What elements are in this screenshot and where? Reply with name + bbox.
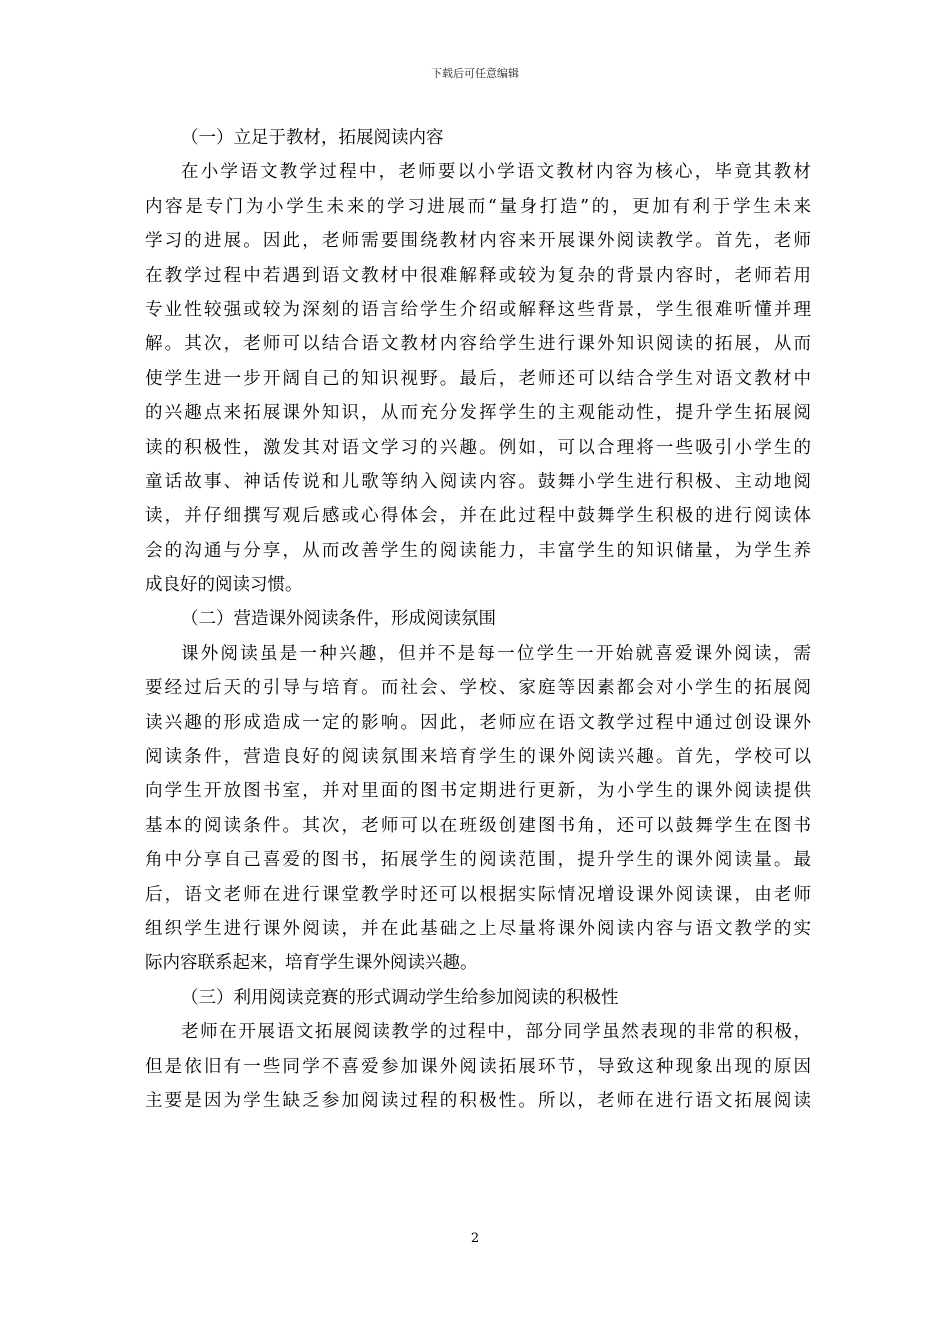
paragraph-line: 读的积极性，激发其对语文学习的兴趣。例如，可以合理将一些吸引小学生的 bbox=[145, 437, 811, 458]
paragraph-line: 读兴趣的形成造成一定的影响。因此，老师应在语文教学过程中通过创设课外 bbox=[145, 712, 811, 733]
paragraph-line: 会的沟通与分享，从而改善学生的阅读能力，丰富学生的知识储量，为学生养 bbox=[145, 540, 811, 561]
paragraph-line: 课外阅读虽是一种兴趣，但并不是每一位学生一开始就喜爱课外阅读，需 bbox=[181, 643, 811, 664]
paragraph-line: 老师在开展语文拓展阅读教学的过程中，部分同学虽然表现的非常的积极， bbox=[181, 1022, 811, 1043]
paragraph-line: 主要是因为学生缺乏参加阅读过程的积极性。所以，老师在进行语文拓展阅读 bbox=[145, 1090, 811, 1111]
paragraph-line: 在小学语文教学过程中，老师要以小学语文教材内容为核心，毕竟其教材 bbox=[181, 162, 811, 183]
paragraph-line: 组织学生进行课外阅读，并在此基础之上尽量将课外阅读内容与语文教学的实 bbox=[145, 918, 811, 939]
paragraph-line: 解。其次，老师可以结合语文教材内容给学生进行课外知识阅读的拓展，从而 bbox=[145, 334, 811, 355]
paragraph-line: 内容是专门为小学生未来的学习进展而“量身打造”的，更加有利于学生未来 bbox=[145, 196, 811, 217]
paragraph-line: 阅读条件，营造良好的阅读氛围来培育学生的课外阅读兴趣。首先，学校可以 bbox=[145, 747, 811, 768]
paragraph-line: 后，语文老师在进行课堂教学时还可以根据实际情况增设课外阅读课，由老师 bbox=[145, 884, 811, 905]
page-header: 下载后可任意编辑 bbox=[431, 67, 519, 80]
paragraph-line: 童话故事、神话传说和儿歌等纳入阅读内容。鼓舞小学生进行积极、主动地阅 bbox=[145, 471, 811, 492]
paragraph-line: 向学生开放图书室，并对里面的图书定期进行更新，为小学生的课外阅读提供 bbox=[145, 781, 811, 802]
page-number: 2 bbox=[470, 1231, 480, 1246]
paragraph-line: 要经过后天的引导与培育。而社会、学校、家庭等因素都会对小学生的拓展阅 bbox=[145, 678, 811, 699]
section-heading: （一）立足于教材，拓展阅读内容 bbox=[181, 128, 444, 148]
paragraph-line: 在教学过程中若遇到语文教材中很难解释或较为复杂的背景内容时，老师若用 bbox=[145, 265, 811, 286]
paragraph-line: 学习的进展。因此，老师需要围绕教材内容来开展课外阅读教学。首先，老师 bbox=[145, 231, 811, 252]
paragraph-line: 读，并仔细撰写观后感或心得体会，并在此过程中鼓舞学生积极的进行阅读体 bbox=[145, 506, 811, 527]
paragraph-line: 基本的阅读条件。其次，老师可以在班级创建图书角，还可以鼓舞学生在图书 bbox=[145, 815, 811, 836]
document-body bbox=[145, 121, 811, 1118]
paragraph-line: 角中分享自己喜爱的图书，拓展学生的阅读范围，提升学生的课外阅读量。最 bbox=[145, 850, 811, 871]
paragraph-line: 使学生进一步开阔自己的知识视野。最后，老师还可以结合学生对语文教材中 bbox=[145, 368, 811, 389]
paragraph-line: 成良好的阅读习惯。 bbox=[145, 575, 303, 596]
section-heading: （三）利用阅读竞赛的形式调动学生给参加阅读的积极性 bbox=[181, 987, 619, 1008]
paragraph-line: 专业性较强或较为深刻的语言给学生介绍或解释这些背景，学生很难听懂并理 bbox=[145, 299, 811, 320]
paragraph-line: 际内容联系起来，培育学生课外阅读兴趣。 bbox=[145, 953, 478, 974]
paragraph-line: 的兴趣点来拓展课外知识，从而充分发挥学生的主观能动性，提升学生拓展阅 bbox=[145, 403, 811, 424]
section-heading: （二）营造课外阅读条件，形成阅读氛围 bbox=[181, 609, 496, 630]
paragraph-line: 但是依旧有一些同学不喜爱参加课外阅读拓展环节，导致这种现象出现的原因 bbox=[145, 1056, 811, 1077]
